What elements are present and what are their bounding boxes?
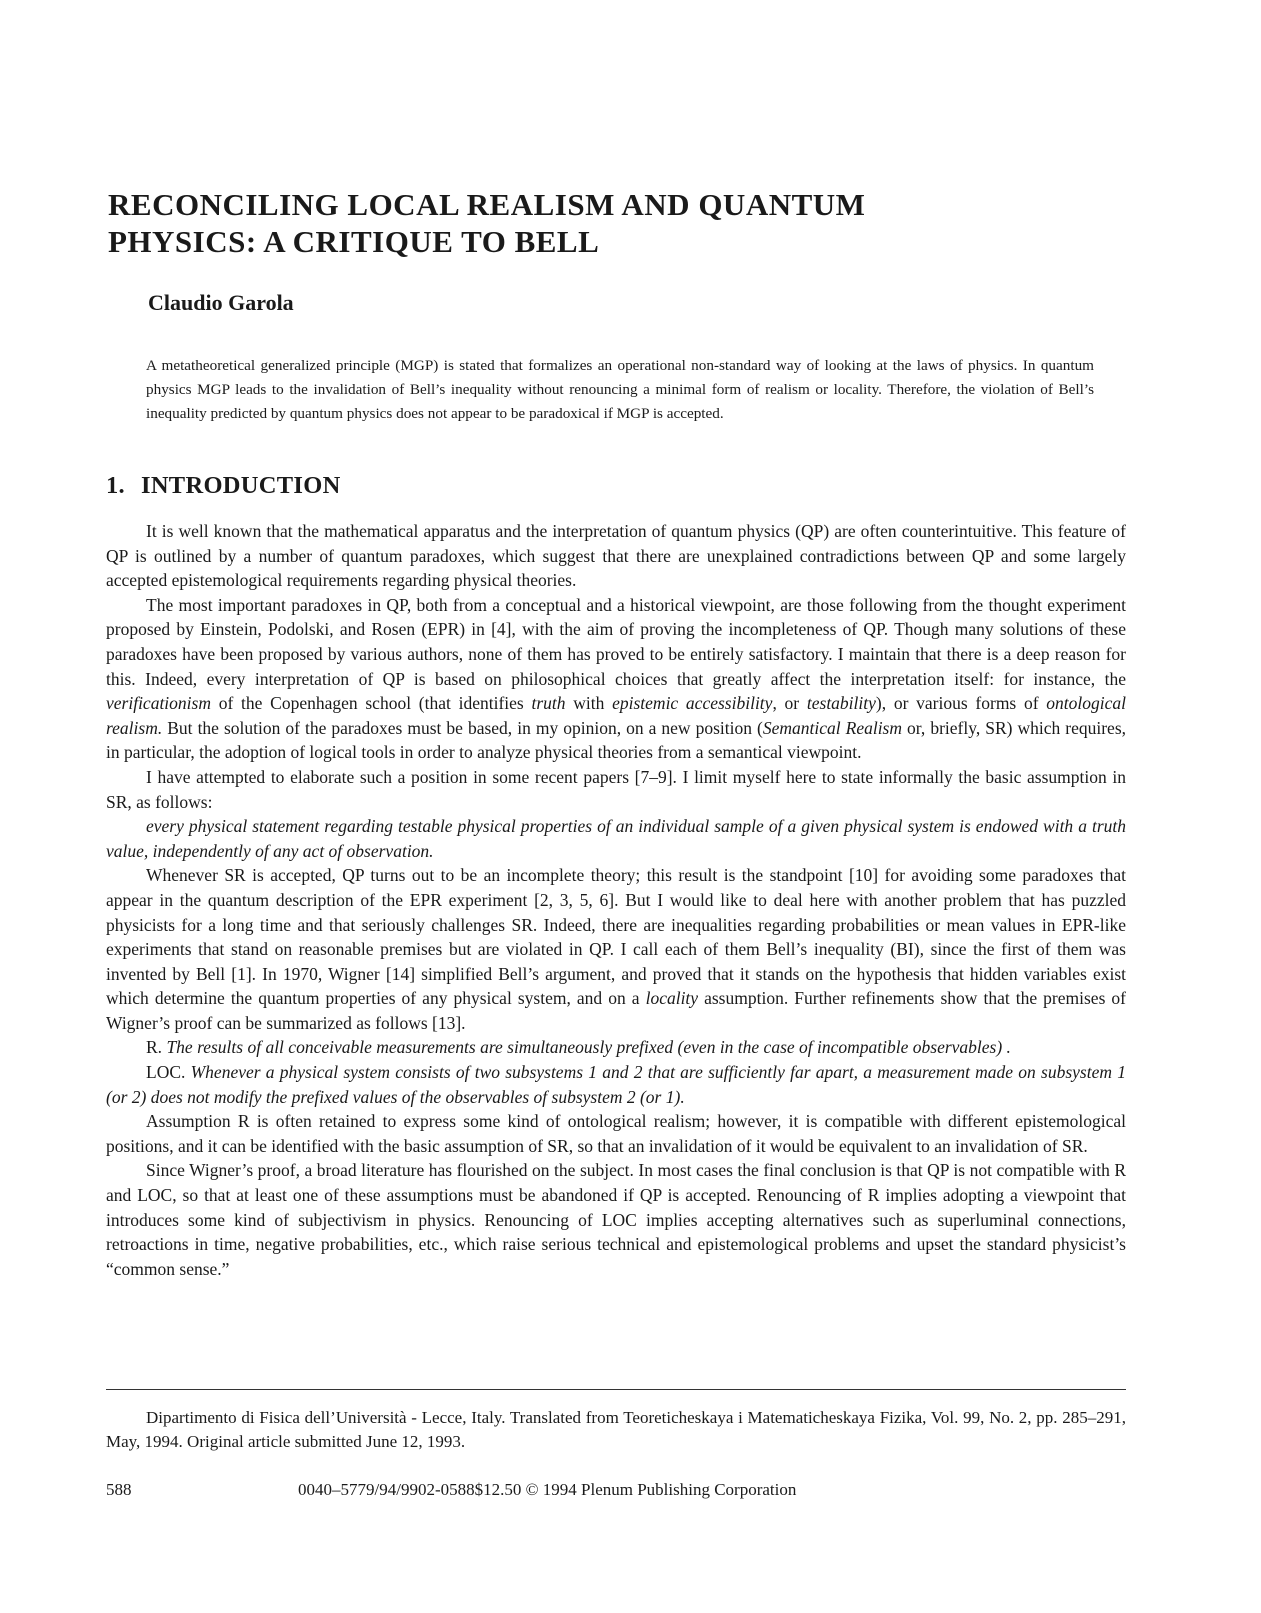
text-run: Whenever SR is accepted, QP turns out to be an incomplete theory; this result is the standpoint [10] for avoiding some paradoxes that appear in the quantum description of the EPR experiment [2, 3, 5, 6]. But I would like to deal here with another problem that has puzzled physicists for a long time and that seriously challenges SR. Indeed, there are inequalities regarding probabilities or mean values in EPR-like experiments that stand on reasonable premises but are violated in QP. I call each of them Bell’s inequality (BI), since the first of them was invented by Bell [1]. In 1970, Wigner [14] simplified Bell’s argument, and proved that it stands on the hypothesis that hidden variables exist which determine the quantum properties of any physical system, and on a — [106, 865, 1126, 1009]
assumption-text: Whenever a physical system consists of two subsystems 1 and 2 that are sufficiently far apart, a measurement made on subsystem 1 (or 2) does not modify the prefixed values of the observables of subsystem 2 (or 1). — [106, 1062, 1126, 1107]
assumption-label: R. — [146, 1037, 163, 1058]
paragraph-1: It is well known that the mathematical apparatus and the interpretation of quantum physics (QP) are often counterintuitive. This feature of QP is outlined by a number of quantum paradoxes, which suggest that there are unexplained contradictions between QP and some largely accepted epistemological requirements regarding physical theories. — [106, 521, 1126, 591]
title-line-1: RECONCILING LOCAL REALISM AND QUANTUM — [108, 187, 866, 222]
paragraph-9: Since Wigner’s proof, a broad literature has flourished on the subject. In most cases the final conclusion is that QP is not compatible with R and LOC, so that at least one of these assumptions must be abandoned if QP is accepted. Renouncing of R implies adopting a viewpoint that introduces some kind of subjectivism in physics. Renouncing of LOC implies accepting alternatives such as superluminal connections, retroactions in time, negative probabilities, etc., which raise serious technical and epistemological problems and upset the standard physicist’s “common sense.” — [106, 1160, 1126, 1279]
emphasis: Semantical Realism — [762, 717, 903, 738]
body-text — [106, 519, 1126, 1281]
text-run: , or — [772, 693, 807, 714]
section-heading — [106, 472, 341, 500]
assumption-loc — [106, 1060, 1126, 1109]
page-number: 588 — [106, 1480, 132, 1499]
emphasis: locality — [645, 988, 699, 1009]
text-run: with — [565, 693, 613, 714]
abstract: A metatheoretical generalized principle (MGP) is stated that formalizes an operational non-standard way of looking at the laws of physics. In quantum physics MGP leads to the invalidation of Bell’s inequality without renouncing a minimal form of realism or locality. Therefore, the violation of Bell’s inequality predicted by quantum physics does not appear to be paradoxical if MGP is accepted. — [146, 357, 1094, 422]
assumption-r — [106, 1035, 1126, 1060]
emphasis: epistemic accessibility — [612, 693, 773, 714]
paper-title — [108, 186, 1008, 260]
text-run: or, briefly, SR) which requires, in particular, the adoption of logical tools in order to analyze physical theories from a semantical viewpoint. — [106, 717, 1127, 763]
copyright-line: 0040–5779/94/9902-0588$12.50 © 1994 Plenum Publishing Corporation — [298, 1480, 797, 1499]
paragraph-2 — [106, 593, 1126, 765]
sr-assumption: every physical statement regarding testable physical properties of an individual sample of a given physical system is endowed with a truth value, independently of any act of observation. — [106, 816, 1126, 861]
assumption-label: LOC. — [146, 1062, 186, 1083]
author-name: Claudio Garola — [148, 290, 294, 315]
section-number: 1. — [106, 472, 125, 499]
text-run: The most important paradoxes in QP, both from a conceptual and a historical viewpoint, are those following from the thought experiment proposed by Einstein, Podolski, and Rosen (EPR) in [4], with the aim of proving the incompleteness of QP. Though many solutions of these paradoxes have been proposed by various authors, none of them has proved to be entirely satisfactory. I maintain that there is a deep reason for this. Indeed, every interpretation of QP is based on philosophical choices that greatly affect the interpretation itself: for instance, the — [106, 594, 1126, 689]
text-run: of the Copenhagen school (that identifies — [210, 693, 532, 714]
emphasis: truth — [531, 693, 566, 714]
paragraph-8: Assumption R is often retained to express some kind of ontological realism; however, it is compatible with different epistemological positions, and it can be identified with the basic assumption of SR, so that an invalidation of it would be equivalent to an invalidation of SR. — [106, 1111, 1126, 1156]
emphasis: testability — [806, 693, 876, 714]
emphasis: ontological realism. — [106, 693, 1127, 738]
footnote: Dipartimento di Fisica dell’Università - Lecce, Italy. Translated from Teoreticheskaya i Matematicheskaya Fizika, Vol. 99, No. 2, pp. 285–291, May, 1994. Original article submitted June 12, 1993. — [106, 1408, 1126, 1451]
text-run: But the solution of the paradoxes must be based, in my opinion, on a new position ( — [162, 717, 763, 738]
section-title: INTRODUCTION — [140, 472, 341, 499]
paragraph-5 — [106, 863, 1126, 1035]
text-run: ), or various forms of — [875, 693, 1047, 714]
title-line-2: PHYSICS: A CRITIQUE TO BELL — [108, 224, 600, 259]
assumption-text: The results of all conceivable measurements are simultaneously prefixed (even in the case of incompatible observables) . — [162, 1037, 1011, 1058]
text-run: assumption. Further refinements show that the premises of Wigner’s proof can be summarized as follows [13]. — [106, 988, 1127, 1033]
paragraph-3: I have attempted to elaborate such a position in some recent papers [7–9]. I limit myself here to state informally the basic assumption in SR, as follows: — [106, 766, 1126, 812]
footnote-rule — [106, 1389, 1126, 1390]
emphasis: verificationism — [106, 693, 211, 714]
